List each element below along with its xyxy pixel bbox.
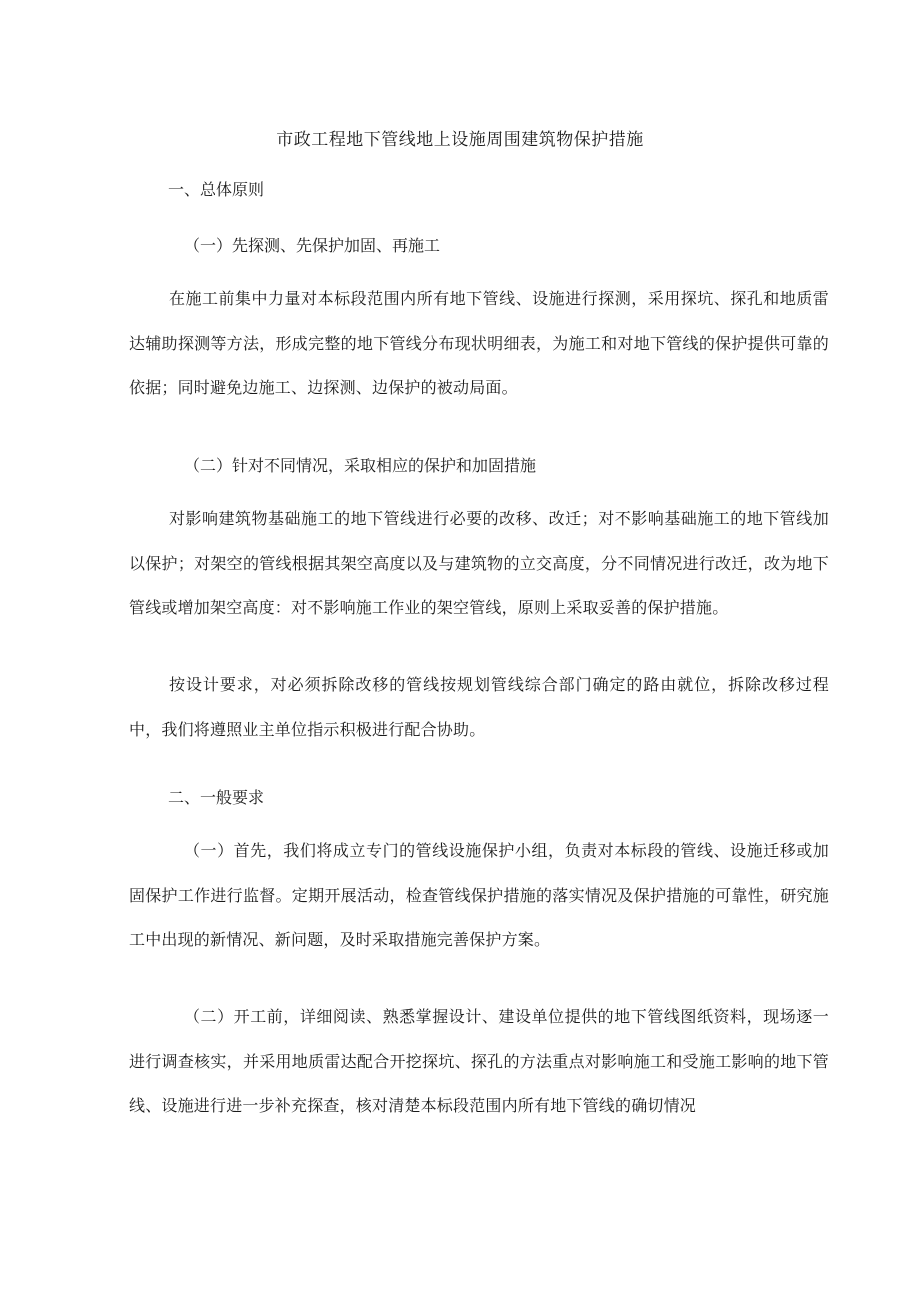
section-heading-general-principles: 一、总体原则 bbox=[168, 180, 265, 199]
subsection-heading-measures: （二）针对不同情况，采取相应的保护和加固措施 bbox=[184, 456, 537, 475]
document-title: 市政工程地下管线地上设施周围建筑物保护措施 bbox=[276, 130, 644, 150]
section-heading-general-requirements: 二、一般要求 bbox=[168, 788, 265, 807]
paragraph-pre-construction: （二）开工前，详细阅读、熟悉掌握设计、建设单位提供的地下管线图纸资料，现场逐一进行调查核实，并采用地质雷达配合开挖探坑、探孔的方法重点对影响施工和受施工影响的地下管线、设施进行进一步补充探查，核对清楚本标段范围内所有地下管线的确切情况 bbox=[129, 1007, 829, 1115]
paragraph-design-requirements: 按设计要求，对必须拆除改移的管线按规划管线综合部门确定的路由就位，拆除改移过程中，我们将遵照业主单位指示积极进行配合协助。 bbox=[129, 675, 829, 739]
paragraph-protection-team: （一）首先，我们将成立专门的管线设施保护小组，负责对本标段的管线、设施迁移或加固保护工作进行监督。定期开展活动，检查管线保护措施的落实情况及保护措施的可靠性，研究施工中出现的新情况、新问题，及时采取措施完善保护方案。 bbox=[129, 841, 829, 949]
paragraph-relocation: 对影响建筑物基础施工的地下管线进行必要的改移、改迁；对不影响基础施工的地下管线加以保护；对架空的管线根据其架空高度以及与建筑物的立交高度，分不同情况进行改迁，改为地下管线或增加架空高度：对不影响施工作业的架空管线，原则上采取妥善的保护措施。 bbox=[129, 509, 829, 617]
subsection-heading-detect-first: （一）先探测、先保护加固、再施工 bbox=[184, 236, 441, 255]
paragraph-detection: 在施工前集中力量对本标段范围内所有地下管线、设施进行探测，采用探坑、探孔和地质雷达辅助探测等方法，形成完整的地下管线分布现状明细表，为施工和对地下管线的保护提供可靠的依据；同时避免边施工、边探测、边保护的被动局面。 bbox=[129, 289, 829, 397]
